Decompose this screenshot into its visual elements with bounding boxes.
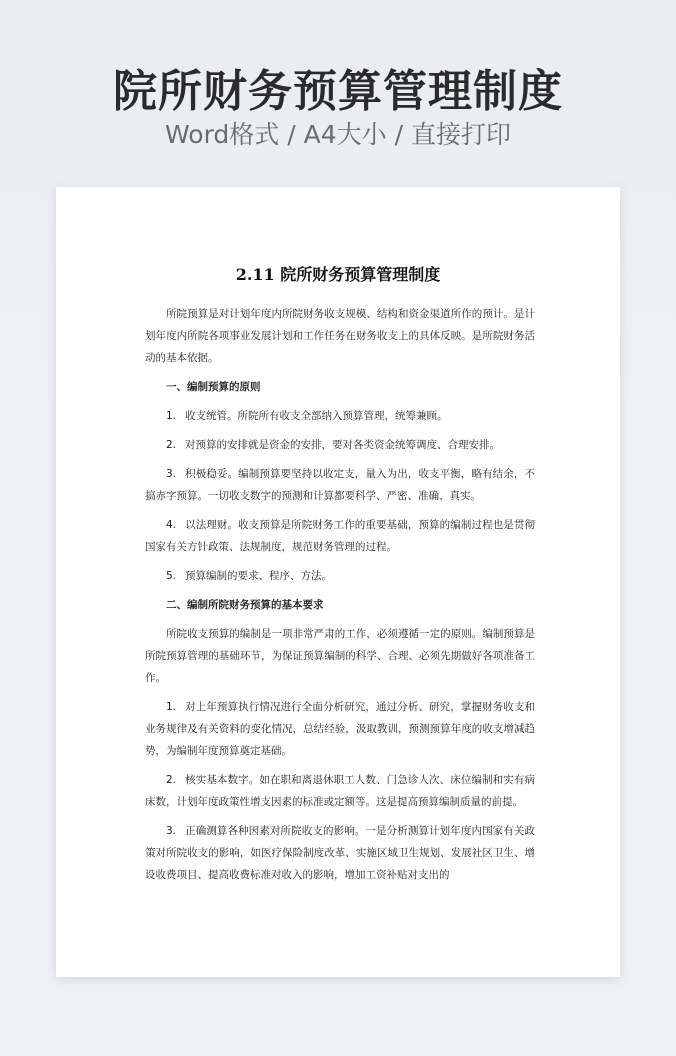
list-item xyxy=(145,405,535,427)
intro-paragraph: 所院预算是对计划年度内所院财务收支规模、结构和资金渠道所作的预计。是计划年度内所院各项事业发展计划和工作任务在财务收支上的具体反映。是所院财务活动的基本依据。 xyxy=(145,308,535,364)
list-item xyxy=(145,514,535,558)
item-text: 正确测算各种因素对所院收支的影响。一是分析测算计划年度内国家有关政策对所院收支的影响，如医疗保险制度改革、实施区域卫生规划、发展社区卫生、增设收费项目、提高收费标准对收入的影响，增加工资补贴对支出的 xyxy=(145,825,535,881)
list-item xyxy=(145,463,535,507)
section-heading: 二、编制所院财务预算的基本要求 xyxy=(166,599,324,611)
banner-title: 院所财务预算管理制度 xyxy=(113,66,563,117)
list-item xyxy=(145,434,535,456)
document-body xyxy=(145,303,535,893)
document-page xyxy=(56,187,620,977)
document-title: 2.11 院所财务预算管理制度 xyxy=(235,265,441,284)
list-item xyxy=(145,696,535,762)
item-text: 积极稳妥。编制预算要坚持以收定支，量入为出，收支平衡，略有结余，不搞赤字预算。一切收支数字的预测和计算都要科学、严密、准确、真实。 xyxy=(145,468,535,502)
item-text: 核实基本数字。如在职和离退休职工人数、门急诊人次、床位编制和实有病床数，计划年度政策性增支因素的标准或定额等。这是提高预算编制质量的前提。 xyxy=(145,774,535,808)
item-text: 以法理财。收支预算是所院财务工作的重要基础，预算的编制过程也是贯彻国家有关方针政策、法规制度，规范财务管理的过程。 xyxy=(145,519,535,553)
item-number: 5. xyxy=(166,570,177,582)
item-number: 2. xyxy=(166,774,177,786)
item-number: 1. xyxy=(166,410,177,422)
list-item xyxy=(145,820,535,886)
banner-subtitle: Word格式 / A4大小 / 直接打印 xyxy=(165,120,511,149)
item-number: 2. xyxy=(166,439,177,451)
item-text: 对预算的安排就是资金的安排，要对各类资金统筹调度、合理安排。 xyxy=(185,439,500,451)
item-text: 对上年预算执行情况进行全面分析研究，通过分析、研究，掌握财务收支和业务规律及有关资料的变化情况，总结经验，汲取教训，预测预算年度的收支增减趋势，为编制年度预算奠定基础。 xyxy=(145,701,535,757)
list-item xyxy=(145,565,535,587)
item-number: 1. xyxy=(166,701,177,713)
item-text: 预算编制的要求、程序、方法。 xyxy=(185,570,332,582)
item-number: 3. xyxy=(166,468,177,480)
item-text: 收支统管。所院所有收支全部纳入预算管理，统筹兼顾。 xyxy=(185,410,448,422)
item-number: 3. xyxy=(166,825,177,837)
section-heading: 一、编制预算的原则 xyxy=(166,381,261,393)
item-number: 4. xyxy=(166,519,177,531)
list-item xyxy=(145,769,535,813)
section-intro-paragraph: 所院收支预算的编制是一项非常严肃的工作，必须遵循一定的原则。编制预算是所院预算管理的基础环节，为保证预算编制的科学、合理、必须先期做好各项准备工作。 xyxy=(145,628,535,684)
